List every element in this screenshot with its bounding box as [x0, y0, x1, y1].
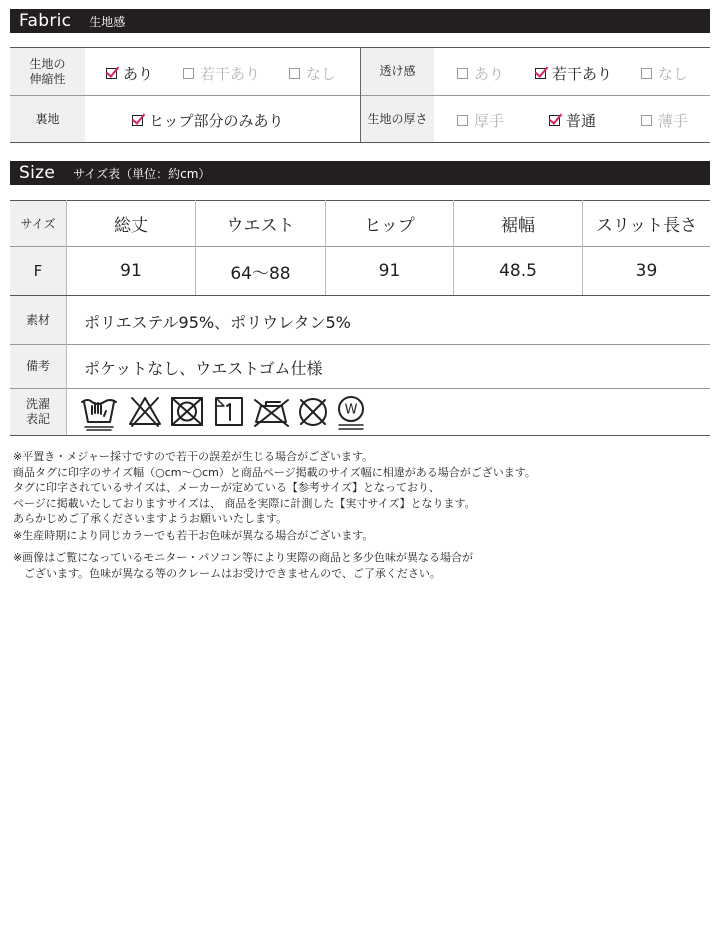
lining-option-hip-only[interactable]: ヒップ部分のみあり [132, 110, 284, 131]
checkbox-icon [457, 68, 468, 79]
hand-wash-mark: 手 [98, 420, 100, 421]
size-header-size: サイズ [10, 201, 66, 246]
size-value-slit-length: 39 [635, 261, 658, 281]
care-label: 洗濯 表記 [10, 389, 66, 435]
note-line: ※画像はご覧になっているモニター・パソコン等により実際の商品と多少色味が異なる場合が [13, 551, 473, 564]
thickness-option-thick[interactable]: 厚手 [457, 110, 504, 131]
sheer-label: 透け感 [361, 48, 434, 95]
care-symbols [80, 392, 380, 432]
checkbox-icon [289, 68, 300, 79]
note-line: ※平置き・メジャー採寸ですので若干の誤差が生じる場合がございます。 [13, 450, 374, 463]
size-header-total-length: 総丈 [114, 216, 148, 236]
line-dry-icon [216, 398, 242, 425]
no-tumble-dry-icon [172, 398, 202, 425]
thickness-option-normal[interactable]: 普通 [549, 110, 596, 131]
size-value-total-length: 91 [120, 261, 142, 281]
no-iron-icon [255, 400, 288, 426]
size-header-hem-width: 裾幅 [501, 216, 535, 236]
stretch-option-none[interactable]: なし [289, 63, 336, 84]
fabric-title-jp: 生地感 [89, 14, 126, 29]
notes-group-production [13, 528, 373, 544]
line-dry-mark: 1 [229, 420, 230, 421]
note-line: 商品タグに印字のサイズ幅（○cm〜○cm）と商品ページ掲載のサイズ幅に相違がある場合がございます。 [13, 465, 536, 479]
note-line: ございます。色味が異なる等のクレームはお受けできませんので、ご了承ください。 [13, 566, 441, 580]
hand-wash-icon [82, 400, 116, 430]
no-dry-clean-icon [300, 399, 326, 425]
checkbox-checked-icon [106, 68, 117, 79]
note-line: ページに掲載いたしておりますサイズは、 商品を実際に計測した【実寸サイズ】となります。 [13, 496, 476, 510]
size-title-jp: サイズ表（単位：約cm） [73, 166, 211, 181]
lining-label: 裏地 [10, 96, 85, 142]
checkbox-icon [641, 115, 652, 126]
stretch-option-yes[interactable]: あり [106, 63, 153, 84]
sheer-option-none[interactable]: なし [641, 63, 688, 84]
size-value-hip: 91 [378, 261, 401, 281]
note-line: ※生産時期により同じカラーでも若干お色味が異なる場合がございます。 [13, 529, 374, 542]
size-section-header [10, 161, 710, 185]
size-row-label: F [10, 247, 66, 295]
fabric-section-header [10, 9, 710, 33]
stretch-option-slight[interactable]: 若干あり [183, 63, 260, 84]
thickness-label: 生地の厚さ [361, 96, 434, 142]
checkbox-checked-icon [132, 115, 143, 126]
remarks-label: 備考 [10, 345, 66, 388]
size-header-waist: ウエスト [226, 216, 295, 236]
wet-clean-mark: W [344, 402, 358, 418]
notes-group-color [13, 550, 473, 581]
note-line: あらかじめご了承くださいますようお願いいたします。 [13, 512, 288, 525]
material-label: 素材 [10, 296, 66, 344]
checkbox-icon [183, 68, 194, 79]
size-header-hip: ヒップ [364, 216, 415, 236]
size-title-en: Size [19, 163, 56, 183]
no-bleach-icon [130, 398, 160, 426]
size-header-slit-length: スリット長さ [595, 216, 698, 236]
sheer-option-slight[interactable]: 若干あり [535, 63, 612, 84]
checkbox-checked-icon [549, 115, 560, 126]
fabric-title-en: Fabric [19, 11, 72, 31]
remarks-value: ポケットなし、ウエストゴム仕様 [84, 359, 323, 378]
sheer-option-yes[interactable]: あり [457, 63, 504, 84]
notes-group-measurement [13, 449, 536, 527]
stretch-label: 生地の 伸縮性 [10, 48, 85, 95]
size-value-hem-width: 48.5 [499, 261, 537, 281]
size-value-waist: 64〜88 [230, 263, 291, 284]
checkbox-checked-icon [535, 68, 546, 79]
thickness-option-thin[interactable]: 薄手 [641, 110, 688, 131]
checkbox-icon [641, 68, 652, 79]
material-value: ポリエステル95%、ポリウレタン5% [84, 313, 351, 332]
checkbox-icon [457, 115, 468, 126]
note-line: タグに印字されているサイズは、メーカーが定めている【参考サイズ】となっており、 [13, 481, 441, 494]
